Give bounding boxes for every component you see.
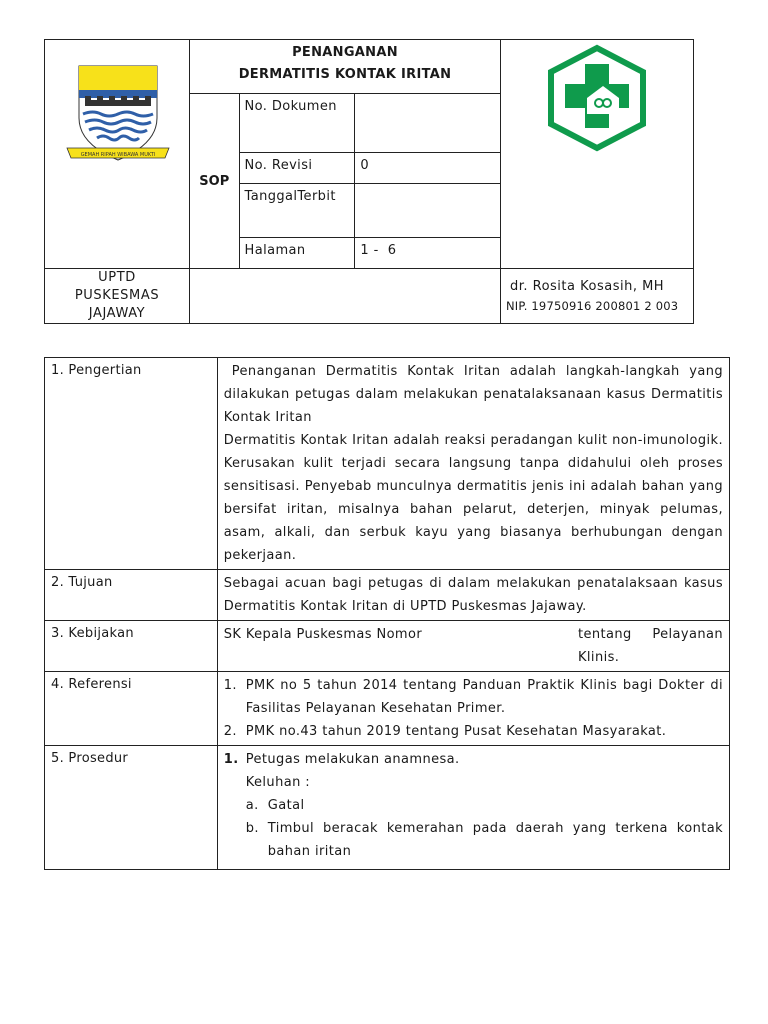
title-line-2: DERMATITIS KONTAK IRITAN [238, 67, 452, 82]
sop-header-table [44, 39, 694, 324]
meta-label-no-revisi: No. Revisi [239, 153, 355, 184]
puskesmas-logo-cell [500, 40, 693, 269]
sop-label: SOP [190, 94, 240, 269]
keluhan-heading: Keluhan : [245, 775, 311, 790]
prosedur-step-number: 1. [223, 752, 239, 767]
section-row-kebijakan [45, 621, 730, 672]
section-label-pengertian: 1. Pengertian [45, 358, 218, 570]
org-name [45, 269, 190, 324]
meta-value-no-revisi: 0 [355, 153, 501, 184]
sop-content-table [44, 357, 730, 870]
meta-value-halaman: 1 - 6 [355, 238, 501, 269]
keluhan-item [224, 794, 723, 817]
referensi-item-text: PMK no.43 tahun 2019 tentang Pusat Kesehatan Masyarakat. [245, 724, 667, 739]
kebijakan-text-a: SK Kepala Puskesmas Nomor [223, 627, 423, 642]
section-row-tujuan [45, 570, 730, 621]
puskesmas-logo-icon [501, 40, 693, 264]
section-body-referensi [217, 672, 729, 746]
meta-label-no-dokumen: No. Dokumen [239, 94, 355, 153]
signer-cell [500, 269, 693, 324]
blank-footer-cell [190, 269, 501, 324]
section-row-pengertian [45, 358, 730, 570]
keluhan-item-text: Gatal [267, 798, 305, 813]
referensi-item-number: 1. [223, 678, 237, 693]
org-line-2: PUSKESMAS [74, 288, 160, 303]
prosedur-step-text: Petugas melakukan anamnesa. [245, 752, 460, 767]
bandung-emblem-icon [45, 40, 189, 264]
sop-title [190, 40, 501, 94]
keluhan-item-letter: a. [245, 798, 259, 813]
section-body-kebijakan [217, 621, 729, 672]
section-row-referensi [45, 672, 730, 746]
section-body-tujuan [217, 570, 729, 621]
section-label-tujuan: 2. Tujuan [45, 570, 218, 621]
keluhan-item [224, 817, 723, 863]
signer-nip: NIP. 19750916 200801 2 003 [505, 299, 679, 313]
section-label-referensi: 4. Referensi [45, 672, 218, 746]
pengertian-paragraph-2: Dermatitis Kontak Iritan adalah reaksi peradangan kulit non-imunologik. Kerusakan kulit terjadi secara langsung tanpa didahului oleh proses sensitisasi. Penyebab munculnya dermatitis jenis ini adalah bahan yang bersifat iritan, misalnya bahan pelarut, deterjen, minyak pelumas, asam, alkali, dan serbuk kayu yang biasanya berhubungan dengan pekerjaan. [223, 433, 723, 563]
regional-emblem-cell [45, 40, 190, 269]
keluhan-item-letter: b. [245, 821, 259, 836]
referensi-item [224, 720, 723, 743]
signer-name: dr. Rosita Kosasih, MH [509, 279, 665, 294]
referensi-item-number: 2. [223, 724, 237, 739]
meta-label-halaman: Halaman [239, 238, 355, 269]
section-body-prosedur [217, 746, 729, 870]
referensi-item-text: PMK no 5 tahun 2014 tentang Panduan Praktik Klinis bagi Dokter di Fasilitas Pelayanan Kesehatan Primer. [245, 678, 723, 716]
emblem-motto: GEMAH RIPAH WIBAWA MUKTI [80, 152, 156, 158]
org-line-1: UPTD [98, 270, 136, 285]
meta-label-tanggal-terbit: TanggalTerbit [239, 184, 355, 238]
meta-value-tanggal-terbit [355, 184, 501, 238]
section-row-prosedur [45, 746, 730, 870]
org-line-3: JAJAWAY [88, 306, 146, 321]
keluhan-item-text: Timbul beracak kemerahan pada daerah yang terkena kontak bahan iritan [267, 821, 723, 859]
section-label-kebijakan: 3. Kebijakan [45, 621, 218, 672]
kebijakan-text-b: tentang Pelayanan Klinis. [578, 627, 723, 665]
referensi-item [224, 674, 723, 720]
section-body-pengertian [217, 358, 729, 570]
meta-value-no-dokumen [355, 94, 501, 153]
title-line-1: PENANGANAN [292, 45, 398, 60]
section-label-prosedur: 5. Prosedur [45, 746, 218, 870]
tujuan-text: Sebagai acuan bagi petugas di dalam melakukan penatalaksaan kasus Dermatitis Kontak Iritan di UPTD Puskesmas Jajaway. [223, 576, 723, 614]
prosedur-step [224, 748, 723, 771]
pengertian-paragraph-1: Penanganan Dermatitis Kontak Iritan adalah langkah-langkah yang dilakukan petugas dalam melakukan penatalaksanaan kasus Dermatitis Kontak Iritan [223, 364, 723, 425]
